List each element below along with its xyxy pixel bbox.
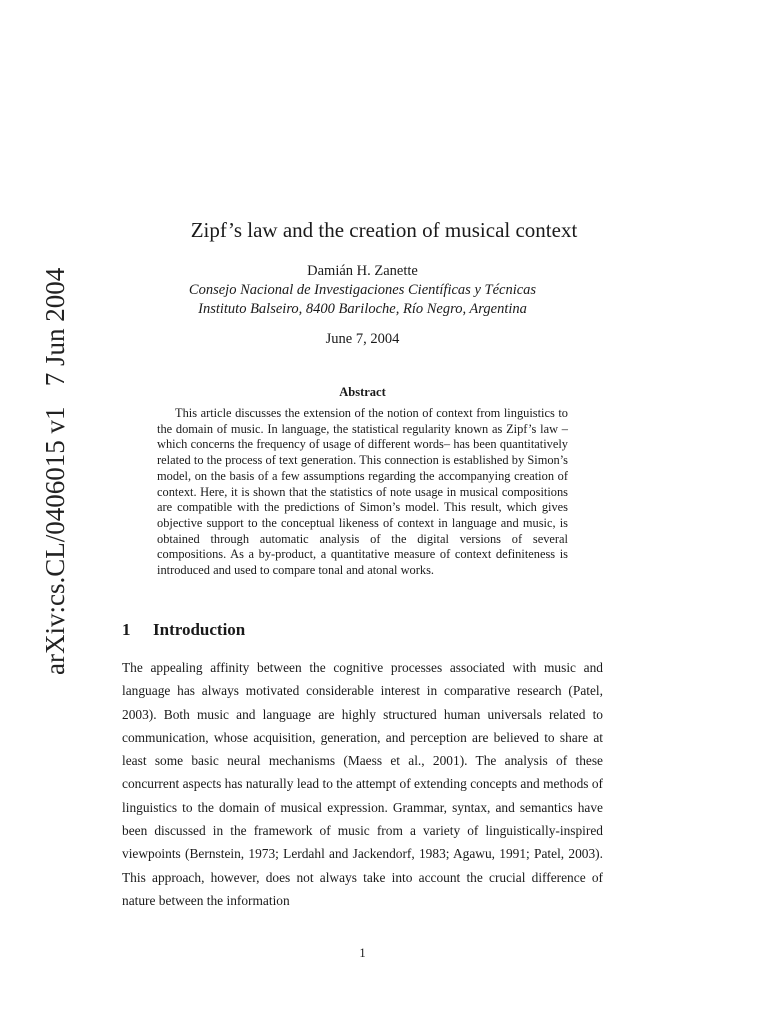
author-name: Damián H. Zanette <box>307 263 418 279</box>
affiliation-line-2: Instituto Balseiro, 8400 Bariloche, Río Negro, Argentina <box>198 301 527 317</box>
page-number: 1 <box>359 946 366 960</box>
section-number: 1 <box>122 620 131 639</box>
paper-title: Zipf’s law and the creation of musical context <box>190 218 578 242</box>
abstract-heading: Abstract <box>339 385 386 399</box>
section-heading <box>122 619 245 641</box>
abstract-text: This article discusses the extension of the notion of context from linguistics to the domain of music. In language, the statistical regularity known as Zipf’s law –which concerns the frequency of usage of different words– has been quantitatively related to the process of text generation. This connection is established by Simon’s model, on the basis of a few assumptions regarding the accompanying creation of context. Here, it is shown that the statistics of note usage in musical compositions are compatible with the predictions of Simon’s model. This result, which gives objective support to the conceptual likeness of context in language and music, is obtained through automatic analysis of the digital versions of several compositions. As a by-product, a quantitative measure of context definiteness is introduced and used to compare tonal and atonal works. <box>157 406 568 578</box>
section-title: Introduction <box>153 620 246 639</box>
publication-date: June 7, 2004 <box>325 331 400 347</box>
affiliation-line-1: Consejo Nacional de Investigaciones Científicas y Técnicas <box>188 282 537 298</box>
arxiv-identifier: arXiv:cs.CL/0406015 v1 7 Jun 2004 <box>40 267 70 675</box>
introduction-text: The appealing affinity between the cognitive processes associated with music and language has always motivated considerable interest in comparative research (Patel, 2003). Both music and language are highly structured human universals related to communication, whose acquisition, generation, and perception are believed to share at least some basic neural mechanisms (Maess et al., 2001). The analysis of these concurrent aspects has naturally lead to the attempt of extending concepts and methods of linguistics to the domain of musical expression. Grammar, syntax, and semantics have been discussed in the framework of music from a variety of linguistically-inspired viewpoints (Bernstein, 1973; Lerdahl and Jackendorf, 1983; Agawu, 1991; Patel, 2003). This approach, however, does not always take into account the crucial difference of nature between the information <box>122 660 603 908</box>
author-block <box>0 262 725 319</box>
